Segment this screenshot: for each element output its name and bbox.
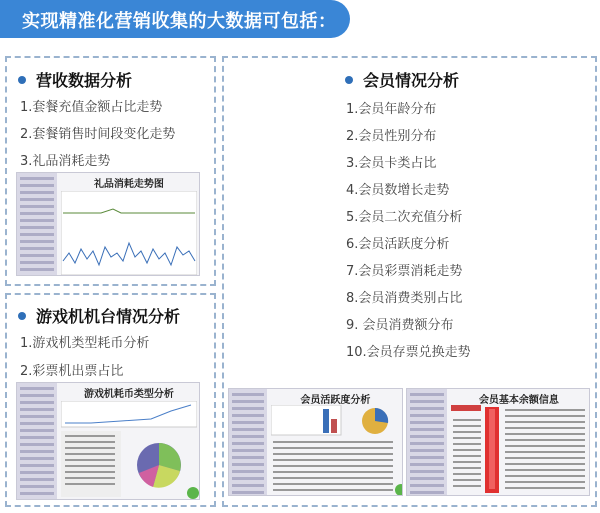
member-item: 3.会员卡类占比 xyxy=(346,156,437,171)
thumb-title: 会员基本余额信息 xyxy=(478,395,559,405)
header-title: 实现精准化营销收集的大数据可包括： xyxy=(22,11,337,32)
member-title-text: 会员情况分析 xyxy=(363,71,460,90)
game-item: 1.游戏机类型耗币分析 xyxy=(20,336,150,351)
member-item: 1.会员年龄分布 xyxy=(346,102,437,117)
member-balance-screenshot xyxy=(406,388,590,496)
thumb-title: 会员活跃度分析 xyxy=(300,395,371,405)
activity-charts-thumb xyxy=(271,405,401,495)
thumb-title: 礼品消耗走势图 xyxy=(93,179,164,189)
thumb-sidebar xyxy=(17,173,57,275)
thumb-title: 游戏机耗币类型分析 xyxy=(83,389,174,399)
game-item: 2.彩票机出票占比 xyxy=(20,364,124,379)
revenue-section-title xyxy=(18,68,132,91)
member-section-title xyxy=(345,68,459,91)
member-item: 2.会员性别分布 xyxy=(346,129,437,144)
logo-badge-icon xyxy=(187,487,199,499)
member-activity-screenshot xyxy=(228,388,403,496)
member-item: 8.会员消费类别占比 xyxy=(346,291,463,306)
member-item: 5.会员二次充值分析 xyxy=(346,210,463,225)
logo-badge-icon xyxy=(395,484,403,496)
game-section-title xyxy=(18,304,180,327)
member-item: 9. 会员消费额分布 xyxy=(346,318,454,333)
header-banner xyxy=(0,0,350,38)
bullet-icon xyxy=(18,312,26,320)
game-title-text: 游戏机机台情况分析 xyxy=(36,307,181,326)
revenue-item: 1.套餐充值金额占比走势 xyxy=(20,100,163,115)
revenue-item: 2.套餐销售时间段变化走势 xyxy=(20,127,176,142)
game-coin-screenshot xyxy=(16,382,200,500)
thumb-sidebar xyxy=(17,383,57,499)
member-item: 7.会员彩票消耗走势 xyxy=(346,264,463,279)
line-chart-thumb xyxy=(61,191,197,275)
balance-charts-thumb xyxy=(451,405,587,495)
bullet-icon xyxy=(18,76,26,84)
member-item: 4.会员数增长走势 xyxy=(346,183,450,198)
coin-charts-thumb xyxy=(61,401,197,499)
bullet-icon xyxy=(345,76,353,84)
revenue-item: 3.礼品消耗走势 xyxy=(20,154,111,169)
thumb-sidebar xyxy=(407,389,447,495)
thumb-sidebar xyxy=(229,389,267,495)
member-item: 10.会员存票兑换走势 xyxy=(346,345,471,360)
revenue-title-text: 营收数据分析 xyxy=(36,71,133,90)
member-item: 6.会员活跃度分析 xyxy=(346,237,450,252)
gift-consumption-screenshot xyxy=(16,172,200,276)
